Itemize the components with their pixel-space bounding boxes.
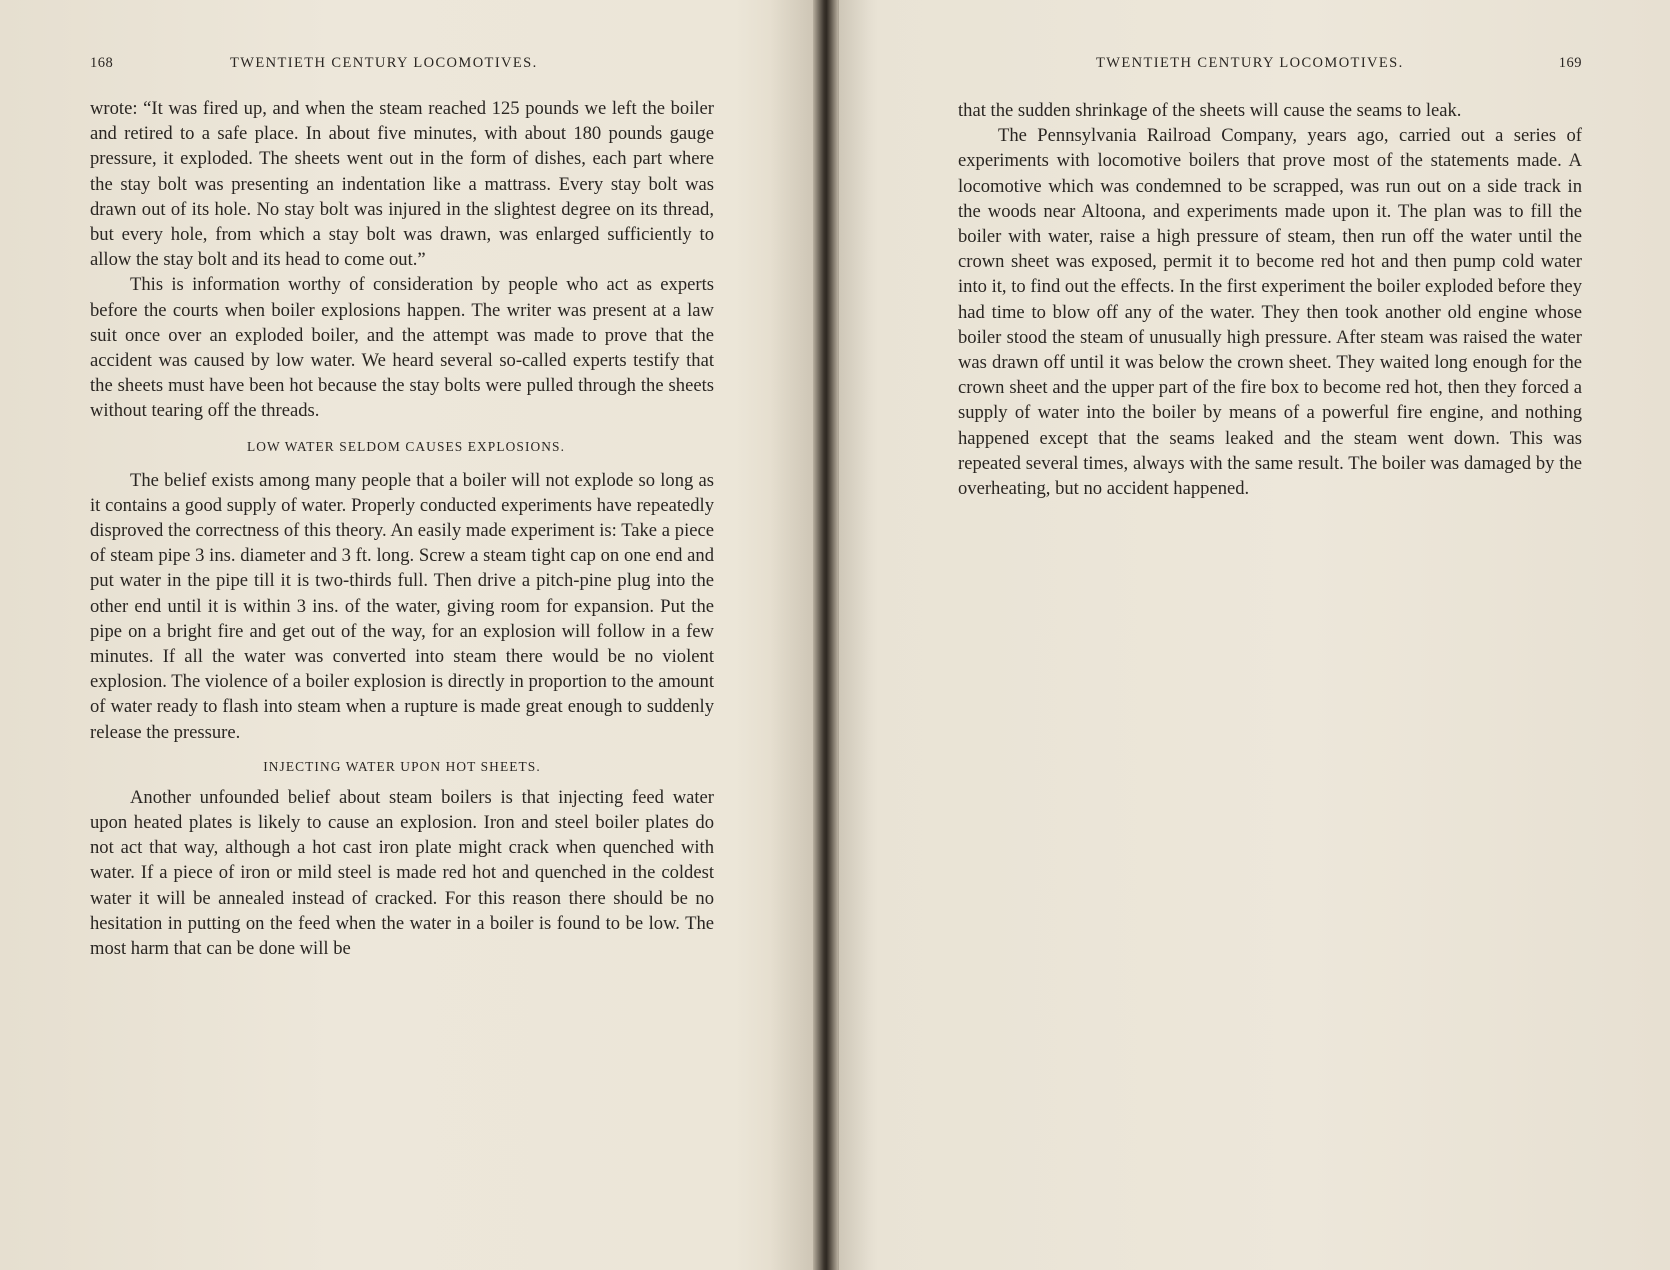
paragraph: The Pennsylvania Railroad Company, years ago, carried out a series of experiments with locomotive boilers that prove most of the statements made. A locomotive which was condemned to be scrapped, was run out on a side track in the woods near Altoona, and experiments made upon it. The plan was to fill the boiler with water, raise a high pressure of steam, then run off the water until the crown sheet was exposed, permit it to become red hot and then pump cold water into it, to find out the effects. In the first experiment the boiler exploded before they had time to blow off any of the water. They then took another old engine whose boiler stood the steam of unusually high pressure. After steam was raised the water was drawn off until it was below the crown sheet. They waited long enough for the crown sheet and the upper part of the fire box to become red hot, then they forced a supply of water into the boiler by means of a powerful fire engine, and nothing happened except that the seams leaked and the steam went down. This was repeated several times, always with the same result. The boiler was damaged by the overheating, but no accident happened. bbox=[958, 125, 1582, 500]
right-page-header bbox=[958, 55, 1582, 75]
book-gutter bbox=[813, 0, 839, 1270]
section-heading: INJECTING WATER UPON HOT SHEETS. bbox=[263, 758, 541, 774]
gutter-shadow-left bbox=[770, 0, 814, 1270]
right-page-body bbox=[958, 98, 1582, 501]
paragraph: The belief exists among many people that a boiler will not explode so long as it contains a good supply of water. Properly conducted experiments have repeatedly disproved the correctness of this theory. An easily made experiment is: Take a piece of steam pipe 3 ins. diameter and 3 ft. long. Screw a steam tight cap on one end and put water in the pipe till it is two-thirds full. Then drive a pitch-pine plug into the other end until it is within 3 ins. of the water, giving room for expansion. Put the pipe on a bright fire and get out of the way, for an explosion will follow in a few minutes. If all the water was converted into steam there would be no violent explosion. The violence of a boiler explosion is directly in proportion to the amount of water ready to flash into steam when a rupture is made great enough to suddenly release the pressure. bbox=[90, 469, 714, 743]
left-page-body bbox=[90, 96, 714, 961]
paragraph: wrote: “It was fired up, and when the steam reached 125 pounds we left the boiler and retired to a safe place. In about five minutes, with about 180 pounds gauge pressure, it exploded. The sheets went out in the form of dishes, each part where the stay bolt was presenting an indentation like a mattrass. Every stay bolt was drawn out of its hole. No stay bolt was injured in the slightest degree on its thread, but every hole, from which a stay bolt was drawn, was enlarged sufficiently to allow the stay bolt and its head to come out.” bbox=[90, 98, 714, 271]
paragraph: This is information worthy of consideration by people who act as experts before the courts when boiler explosions happen. The writer was present at a law suit once over an exploded boiler, and the attempt was made to prove that the accident was caused by low water. We heard several so-called experts testify that the sheets must have been hot because the stay bolts were pulled through the sheets without tearing off the threads. bbox=[90, 274, 714, 422]
page-number: 168 bbox=[90, 55, 114, 71]
gutter-shadow-right bbox=[838, 0, 878, 1270]
left-page-header bbox=[90, 55, 714, 75]
running-head: TWENTIETH CENTURY LOCOMOTIVES. bbox=[230, 55, 538, 71]
paragraph: that the sudden shrinkage of the sheets will cause the seams to leak. bbox=[958, 100, 1462, 121]
page-number: 169 bbox=[1558, 55, 1582, 71]
paragraph: Another unfounded belief about steam boilers is that injecting feed water upon heated plates is likely to cause an explosion. Iron and steel boiler plates do not act that way, although a hot cast iron plate might crack when quenched with water. If a piece of iron or mild steel is made red hot and quenched in the coldest water it will be annealed instead of cracked. For this reason there should be no hesitation in putting on the feed when the water in a boiler is found to be low. The most harm that can be done will be bbox=[90, 786, 714, 960]
running-head: TWENTIETH CENTURY LOCOMOTIVES. bbox=[1096, 55, 1404, 71]
section-heading: LOW WATER SELDOM CAUSES EXPLOSIONS. bbox=[246, 438, 566, 454]
